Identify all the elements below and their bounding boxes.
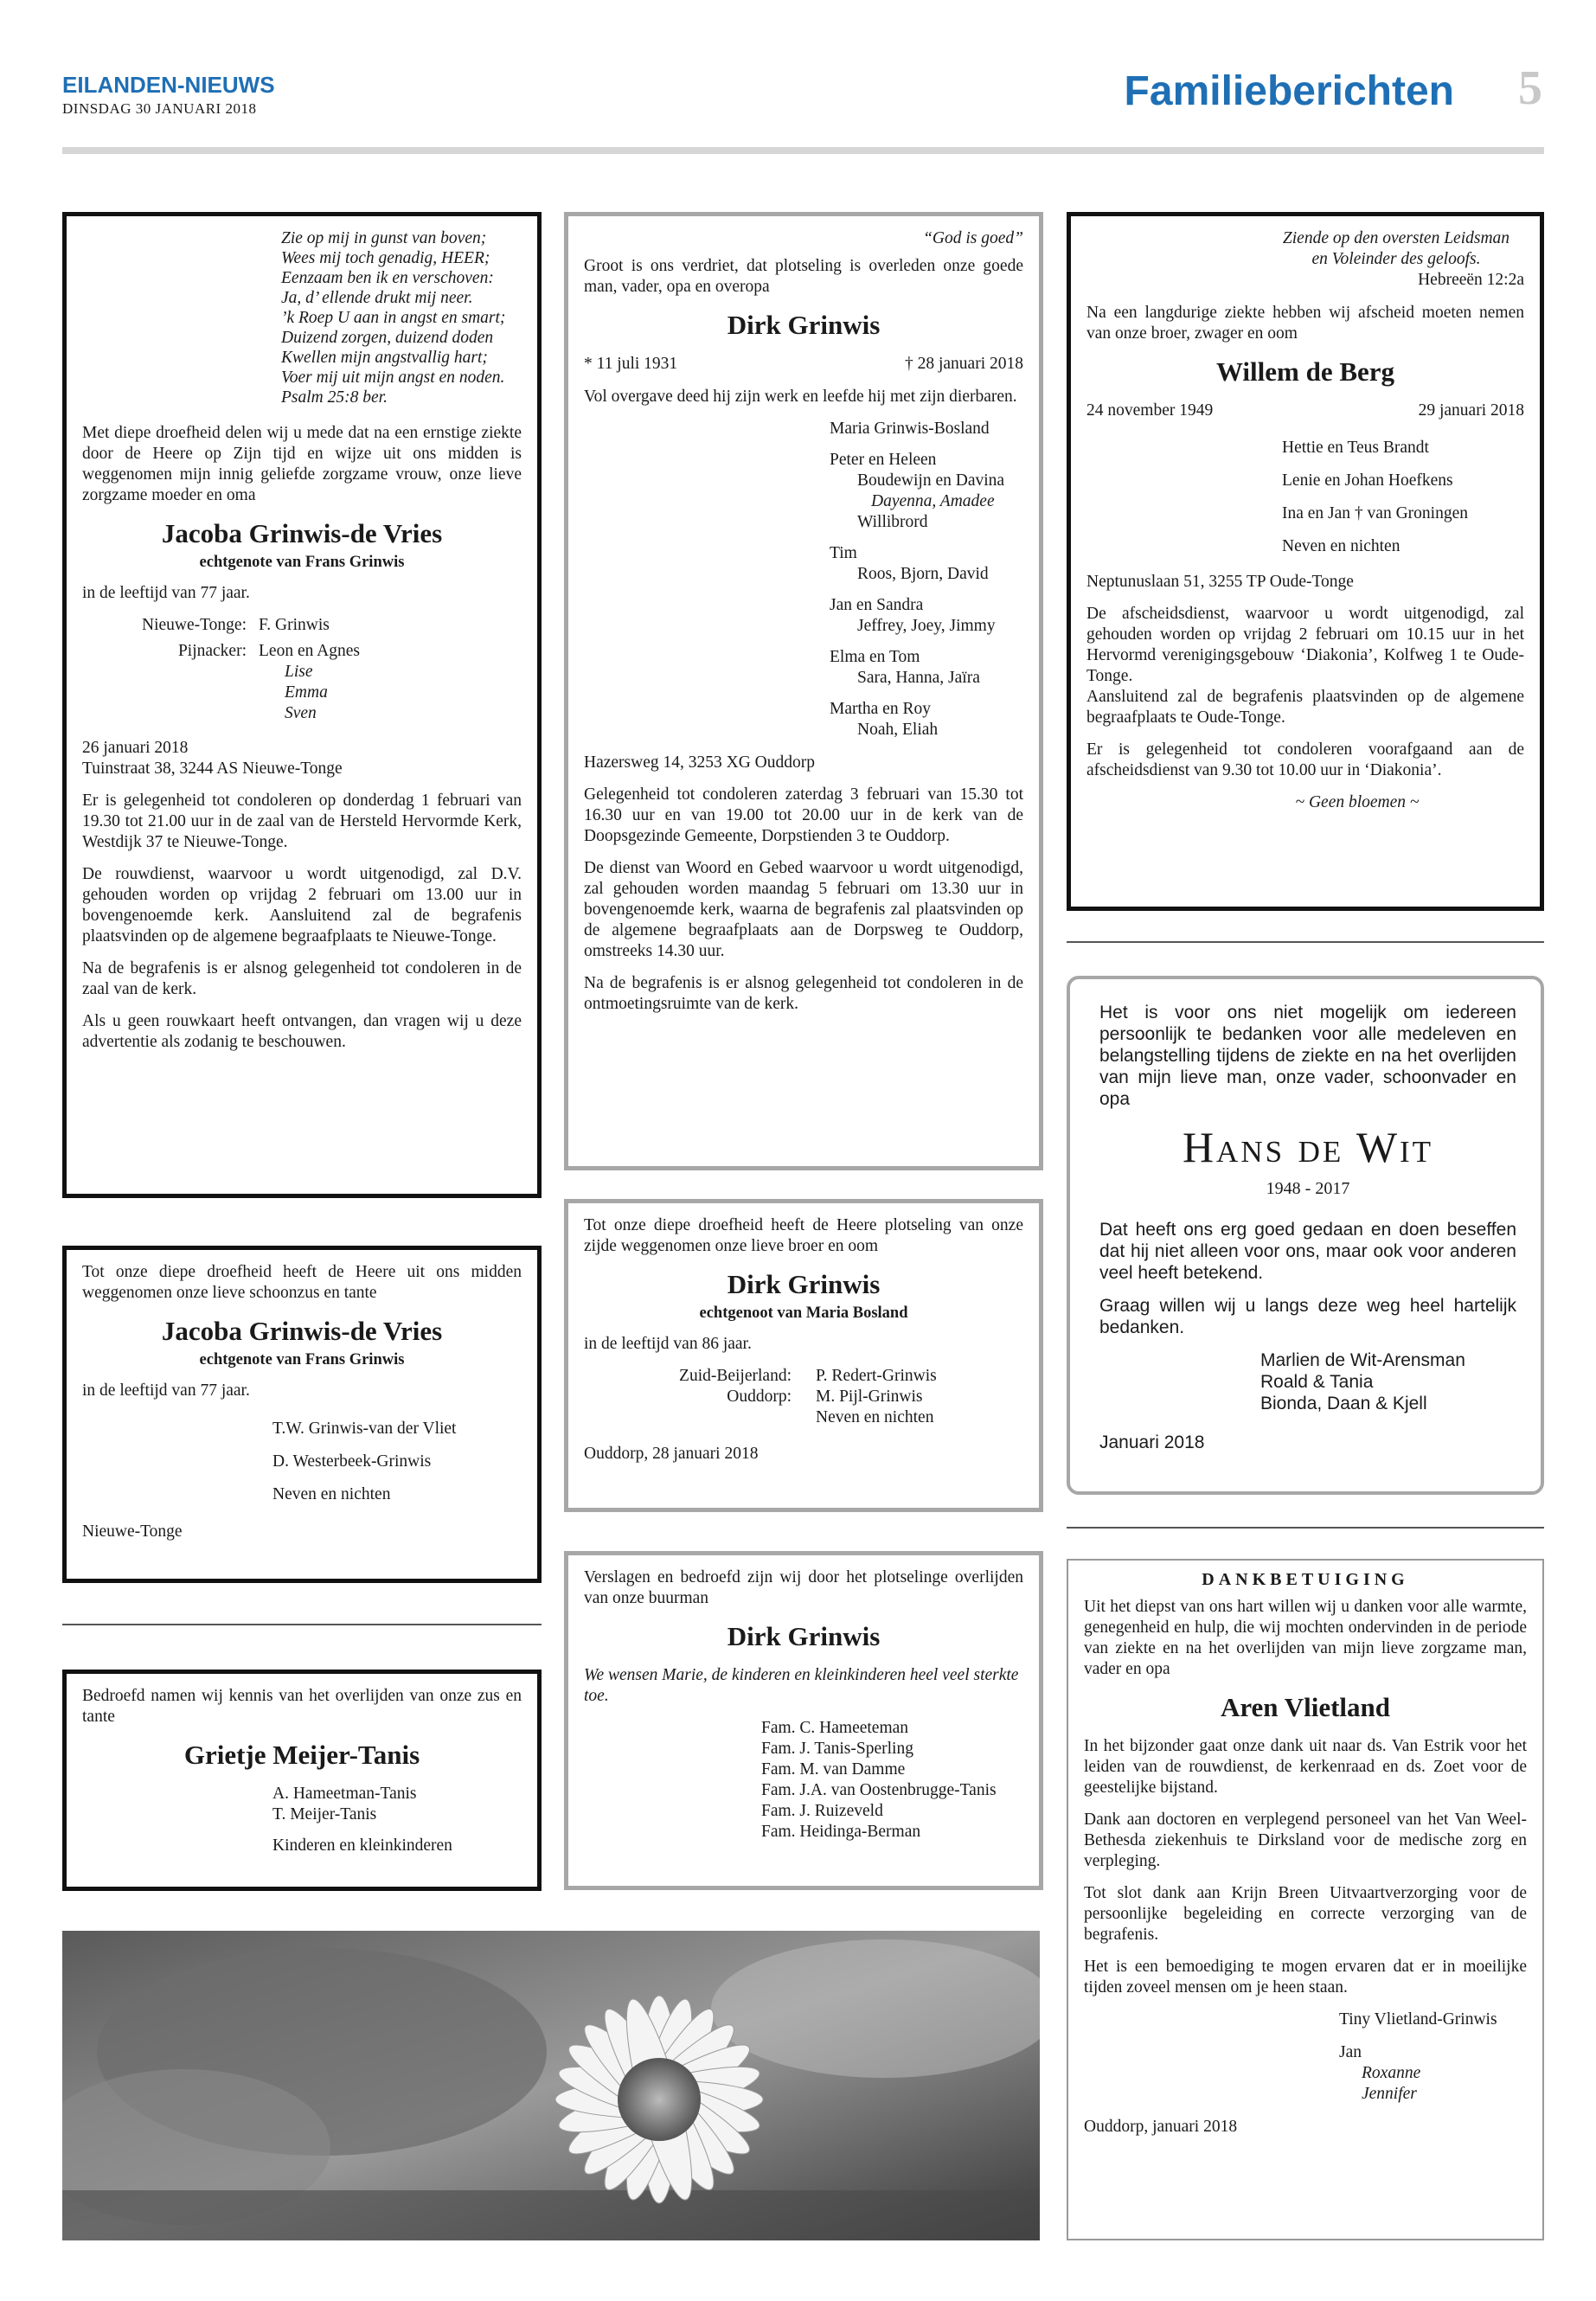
intro-text: Verslagen en bedroefd zijn wij door het plotselinge overlijden van onze buurman	[584, 1568, 1023, 1607]
after-burial-text: Na de begrafenis is er alsnog gelegenheid tot condoleren in de ontmoetingsruimte van de kerk.	[584, 974, 1023, 1013]
after-burial-text: Na de begrafenis is er alsnog gelegenheid tot condoleren in de zaal van de kerk.	[82, 959, 522, 998]
grandchild-name: Sara, Hanna, Jaïra	[857, 669, 980, 687]
column-divider	[1067, 1527, 1544, 1529]
place-line: Nieuwe-Tonge	[82, 1522, 183, 1541]
verse-line: Kwellen mijn angstvallig hart;	[281, 349, 488, 367]
grandchild-name: Jeffrey, Joey, Jimmy	[857, 617, 996, 635]
tribute-text: Vol overgave deed hij zijn werk en leefde hij met zijn dierbaren.	[584, 388, 1017, 406]
family-name: Neven en nichten	[1282, 537, 1401, 555]
family-name: Peter en Heleen	[830, 451, 937, 469]
family-name: Bionda, Daan & Kjell	[1260, 1394, 1427, 1413]
family-list	[1086, 432, 1524, 563]
family-name: Ina en Jan † van Groningen	[1282, 504, 1468, 522]
family-name: Martha en Roy	[830, 700, 931, 718]
family-name: Fam. J.A. van Oostenbrugge-Tanis	[761, 1781, 997, 1799]
obituary-jacoba-family	[62, 212, 542, 1198]
verse-line: Duizend zorgen, duizend doden	[281, 329, 494, 347]
family-name: Neven en nichten	[816, 1408, 934, 1426]
family-name: Fam. C. Hameeteman	[761, 1719, 909, 1737]
psalm-verse	[82, 228, 522, 407]
place-date: Ouddorp, 28 januari 2018	[584, 1445, 759, 1463]
family-name: D. Westerbeek-Grinwis	[272, 1452, 432, 1471]
life-years: 1948 - 2017	[1266, 1179, 1350, 1198]
daisy-photo	[62, 1931, 1040, 2240]
family-name: Fam. Heidinga-Berman	[761, 1823, 921, 1841]
deceased-name: Dirk Grinwis	[727, 1269, 881, 1299]
thanks-text: Graag willen wij u langs deze weg heel hartelijk bedanken.	[1099, 1296, 1516, 1337]
deceased-name: Aren Vlietland	[1220, 1692, 1391, 1722]
verse-line: Ja, d’ ellende drukt mij neer.	[281, 289, 473, 307]
family-name: Fam. J. Tanis-Sperling	[761, 1740, 913, 1758]
obituary-dirk-siblings	[564, 1199, 1043, 1512]
age-line: in de leeftijd van 77 jaar.	[82, 584, 250, 602]
family-list	[584, 419, 1023, 740]
family-name: T. Meijer-Tanis	[272, 1805, 377, 1823]
column-divider	[62, 1624, 542, 1625]
no-flowers-note: ~ Geen bloemen ~	[1295, 793, 1420, 811]
address: Hazersweg 14, 3253 XG Ouddorp	[584, 753, 815, 772]
family-list	[82, 1413, 522, 1511]
family-name: P. Redert-Grinwis	[816, 1367, 937, 1385]
verse-line: Ziende op den oversten Leidsman	[1282, 229, 1510, 247]
bible-verse	[1086, 228, 1524, 270]
thanks-text: In het bijzonder gaat onze dank uit naar ds. Van Estrik voor het leiden van de rouwdienst, de kerkenraad en ds. Zoet voor de geestelijke bijstand.	[1084, 1737, 1527, 1797]
intro-text: Bedroefd namen wij kennis van het overlijden van onze zus en tante	[82, 1687, 522, 1726]
notice-text: Als u geen rouwkaart heeft ontvangen, dan vragen wij u deze advertentie als zodanig te beschouwen.	[82, 1012, 522, 1051]
grandchild-name: Boudewijn en Davina	[857, 471, 1005, 490]
thanks-text: Dank aan doctoren en verplegend personeel van het Van Weel-Bethesda ziekenhuis te Dirksland voor de medische zorg en verpleging.	[1084, 1811, 1527, 1870]
age-line: in de leeftijd van 86 jaar.	[584, 1335, 752, 1353]
family-name: A. Hameetman-Tanis	[272, 1785, 417, 1803]
family-list	[82, 1784, 522, 1825]
service-text: De rouwdienst, waarvoor u wordt uitgenodigd, zal D.V. gehouden worden op vrijdag 2 februari om 13.00 uur in bovengenoemde kerk. Aansluitend zal de begrafenis plaatsvinden op de algemene begraafplaats te Nieuwe-Tonge.	[82, 865, 522, 945]
section-title: Familieberichten	[1124, 68, 1454, 114]
birth-date: 24 november 1949	[1086, 401, 1214, 420]
wish-text: We wensen Marie, de kinderen en kleinkinderen heel veel sterkte toe.	[584, 1666, 1019, 1705]
daisy-image	[62, 1931, 1040, 2240]
family-name: Neven en nichten	[272, 1485, 391, 1503]
family-row	[82, 641, 522, 724]
family-name: M. Pijl-Grinwis	[816, 1388, 923, 1406]
family-list	[1099, 1349, 1516, 1414]
family-name: Jan en Sandra	[830, 596, 924, 614]
spouse-line: echtgenote van Frans Grinwis	[199, 554, 405, 571]
verse-reference: Hebreeën 12:2a	[1418, 271, 1524, 289]
service-text: De dienst van Woord en Gebed waarvoor u wordt uitgenodigd, zal gehouden worden maandag 5 februari om 13.30 uur in bovengenoemde kerk, waarna de begrafenis zal plaatsvinden op de algemene begraafplaats aan de Dorpsweg te Ouddorp, omstreeks 14.30 uur.	[584, 859, 1023, 960]
death-date: † 28 januari 2018	[904, 355, 1023, 373]
death-date: 29 januari 2018	[1418, 401, 1524, 420]
grandchild-name: Jennifer	[1362, 2085, 1417, 2103]
grandchild-name: Sven	[285, 704, 317, 722]
family-name: Elma en Tom	[830, 648, 920, 666]
grandchild-name: Roxanne	[1362, 2064, 1421, 2082]
family-name: Roald & Tania	[1260, 1372, 1374, 1392]
life-dates	[584, 354, 1023, 375]
birth-date: * 11 juli 1931	[584, 355, 678, 373]
family-name: Tiny Vlietland-Grinwis	[1339, 2010, 1497, 2029]
verse-reference: Psalm 25:8 ber.	[281, 388, 388, 407]
deceased-name: Dirk Grinwis	[727, 310, 881, 340]
family-list	[584, 1718, 1023, 1843]
family-place: Nieuwe-Tonge:	[141, 616, 247, 634]
family-name: Maria Grinwis-Bosland	[830, 420, 990, 438]
family-row	[82, 615, 522, 636]
obituary-willem	[1067, 212, 1544, 911]
thanks-hans-de-wit	[1067, 976, 1544, 1495]
service-text: De afscheidsdienst, waarvoor u wordt uitgenodigd, zal gehouden worden op vrijdag 2 februari om 10.15 uur in het Hervormd verenigingsgebouw ‘Diakonia’, Kolfweg 1 te Oude-Tonge.	[1086, 605, 1524, 685]
date-line: Januari 2018	[1099, 1433, 1205, 1452]
intro-text: Tot onze diepe droefheid heeft de Heere uit ons midden weggenomen onze lieve schoonzus en tante	[82, 1263, 522, 1302]
obituary-jacoba-inlaws	[62, 1246, 542, 1583]
family-place: Ouddorp:	[727, 1388, 792, 1406]
family-name: Fam. J. Ruizeveld	[761, 1802, 883, 1820]
grandchild-name: Roos, Bjorn, David	[857, 565, 989, 583]
intro-text: Tot onze diepe droefheid heeft de Heere plotseling van onze zijde weggenomen onze lieve broer en oom	[584, 1216, 1023, 1255]
deceased-name: Jacoba Grinwis-de Vries	[161, 518, 443, 548]
intro-text: Het is voor ons niet mogelijk om iedereen persoonlijk te bedanken voor alle medeleven en belangstelling tijdens de ziekte en na het overlijden van mijn lieve man, onze vader, schoonvader en opa	[1099, 1003, 1516, 1109]
intro-text: Na een langdurige ziekte hebben wij afscheid moeten nemen van onze broer, zwager en oom	[1086, 304, 1524, 343]
grandchild-name: Emma	[285, 683, 328, 702]
family-name: Marlien de Wit-Arensman	[1260, 1350, 1465, 1370]
family-name: Jan	[1339, 2043, 1362, 2061]
condolence-text: Er is gelegenheid tot condoleren op donderdag 1 februari van 19.30 tot 21.00 uur in de zaal van de Hersteld Hervormde Kerk, Westdijk 37 te Nieuwe-Tonge.	[82, 792, 522, 851]
obituary-grietje	[62, 1670, 542, 1891]
family-list	[1084, 2009, 1527, 2105]
family-name: T.W. Grinwis-van der Vliet	[272, 1420, 457, 1438]
spouse-line: echtgenote van Frans Grinwis	[199, 1351, 405, 1368]
grandchild-name: Willibrord	[857, 513, 928, 531]
thanks-aren-vlietland	[1067, 1559, 1544, 2240]
family-name: Lenie en Johan Hoefkens	[1282, 471, 1453, 490]
life-dates	[1086, 401, 1524, 421]
intro-text: Met diepe droefheid delen wij u mede dat na een ernstige ziekte door de Heere op Zijn tijd en wijze uit ons midden is weggenomen mijn innig geliefde zorgzame vrouw, onze lieve zorgzame moeder en oma	[82, 424, 522, 504]
quote: “God is goed”	[923, 229, 1023, 247]
column-divider	[1067, 941, 1544, 943]
age-line: in de leeftijd van 77 jaar.	[82, 1381, 250, 1400]
deceased-name: Grietje Meijer-Tanis	[183, 1740, 420, 1770]
deceased-name: Jacoba Grinwis-de Vries	[161, 1316, 443, 1346]
thanks-text: Dat heeft ons erg goed gedaan en doen beseffen dat hij niet alleen voor ons, maar ook voor anderen veel heeft betekend.	[1099, 1220, 1516, 1283]
thanks-heading: DANKBETUIGING	[1202, 1570, 1409, 1589]
spouse-line: echtgenoot van Maria Bosland	[699, 1304, 908, 1322]
family-place: Pijnacker:	[177, 642, 247, 660]
verse-line: Voer mij uit mijn angst en noden.	[281, 369, 505, 387]
address: Tuinstraat 38, 3244 AS Nieuwe-Tonge	[82, 760, 343, 778]
family-name: Leon en Agnes	[259, 642, 360, 660]
verse-line: ’k Roep U aan in angst en smart;	[281, 309, 506, 327]
deceased-name: Willem de Berg	[1215, 356, 1395, 387]
verse-line: Wees mij toch genadig, HEER;	[281, 249, 490, 267]
family-name: Hettie en Teus Brandt	[1282, 439, 1429, 457]
verse-line: Zie op mij in gunst van boven;	[281, 229, 487, 247]
place-date: Ouddorp, januari 2018	[1084, 2118, 1238, 2136]
issue-date: DINSDAG 30 JANUARI 2018	[62, 100, 257, 117]
header-rule	[62, 147, 1544, 154]
obituary-dirk-neighbours	[564, 1551, 1043, 1890]
deceased-name: Hans de Wit	[1182, 1123, 1434, 1171]
intro-text: Uit het diepst van ons hart willen wij u danken voor alle warmte, genegenheid en hulp, die wij mochten ondervinden in de periode van ziekte en na het overlijden van mijn lieve zorgzame man, vader en opa	[1084, 1598, 1527, 1678]
family-place: Zuid-Beijerland:	[679, 1367, 792, 1385]
family-name: Kinderen en kleinkinderen	[272, 1836, 452, 1855]
condolence-text: Gelegenheid tot condoleren zaterdag 3 februari van 15.30 tot 16.30 uur en van 19.00 tot 20.00 uur in de kerk van de Doopsgezinde Gemeente, Dorpstienden 3 te Ouddorp.	[584, 785, 1023, 845]
burial-text: Aansluitend zal de begrafenis plaatsvinden op de algemene begraafplaats te Oude-Tonge.	[1086, 688, 1524, 727]
address: Neptunuslaan 51, 3255 TP Oude-Tonge	[1086, 573, 1354, 591]
verse-line: en Voleinder des geloofs.	[1311, 250, 1481, 268]
verse-line: Eenzaam ben ik en verschoven:	[281, 269, 494, 287]
family-list	[584, 1366, 1023, 1428]
intro-text: Groot is ons verdriet, dat plotseling is overleden onze goede man, vader, opa en overopa	[584, 257, 1023, 296]
page-number: 5	[1518, 61, 1542, 115]
grandchild-name: Lise	[285, 663, 313, 681]
great-grandchild-name: Dayenna, Amadee	[871, 492, 995, 510]
thanks-text: Tot slot dank aan Krijn Breen Uitvaartverzorging voor de persoonlijke begeleiding en correcte verzorging van de begrafenis.	[1084, 1884, 1527, 1944]
death-date: 26 januari 2018	[82, 739, 189, 757]
thanks-text: Het is een bemoediging te mogen ervaren dat er in moeilijke tijden zoveel mensen om je heen staan.	[1084, 1958, 1527, 1997]
family-name: Fam. M. van Damme	[761, 1760, 906, 1779]
condolence-text: Er is gelegenheid tot condoleren voorafgaand aan de afscheidsdienst van 9.30 tot 10.00 uur in ‘Diakonia’.	[1086, 740, 1524, 779]
newspaper-logo: EILANDEN-NIEUWS	[62, 72, 275, 98]
grandchild-name: Noah, Eliah	[857, 721, 939, 739]
deceased-name: Dirk Grinwis	[727, 1621, 881, 1651]
obituary-dirk-family	[564, 212, 1043, 1170]
family-name: F. Grinwis	[259, 616, 330, 634]
family-name: Tim	[830, 544, 857, 562]
